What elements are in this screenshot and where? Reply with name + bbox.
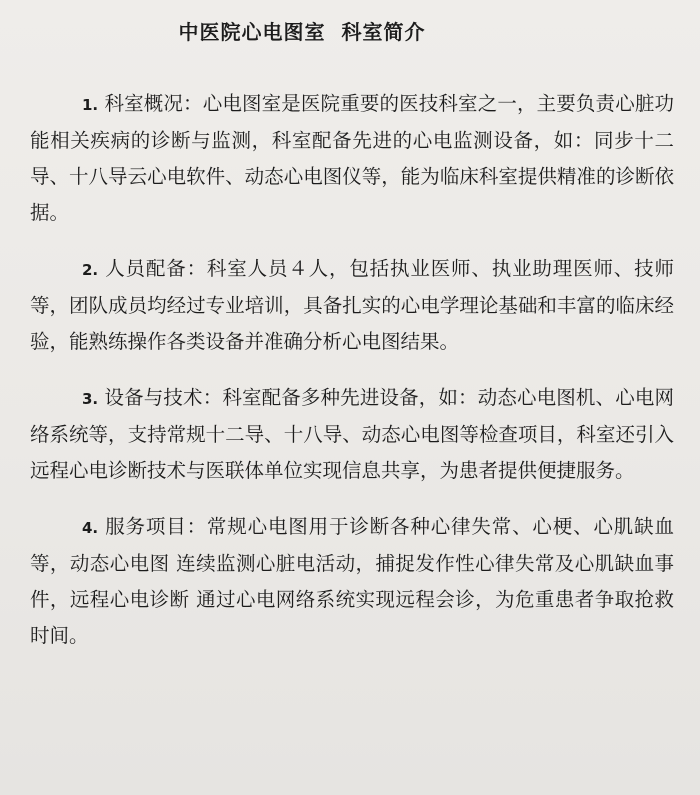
section-number: 3. xyxy=(82,390,99,408)
section-heading: 服务项目： xyxy=(105,515,207,538)
section-heading: 人员配备： xyxy=(105,257,207,280)
section-heading: 科室概况： xyxy=(104,92,203,115)
section-services xyxy=(30,509,674,654)
document-title: 中医院心电图室 科室简介 xyxy=(178,20,426,44)
section-body: 常规心电图用于诊断各种心律失常、心梗、心肌缺血等，动态心电图 连续监测心脏电活动，捕捉发作性心律失常及心肌缺血事件，远程心电诊断 通过心电网络系统实现远程会诊，为危重患者争取抢救时间。 xyxy=(30,515,674,647)
section-number: 1. xyxy=(82,96,99,114)
section-body: 科室人员４人，包括执业医师、执业助理医师、技师等，团队成员均经过专业培训，具备扎实的心电学理论基础和丰富的临床经验，能熟练操作各类设备并准确分析心电图结果。 xyxy=(30,257,674,353)
section-body: 科室配备多种先进设备，如：动态心电图机、心电网络系统等，支持常规十二导、十八导、动态心电图等检查项目，科室还引入远程心电诊断技术与医联体单位实现信息共享，为患者提供便捷服务。 xyxy=(30,386,674,482)
section-number: 4. xyxy=(82,519,99,537)
section-staffing xyxy=(30,251,674,360)
section-heading: 设备与技术： xyxy=(104,386,223,409)
section-equipment xyxy=(30,380,674,489)
section-overview xyxy=(30,86,674,231)
section-number: 2. xyxy=(82,261,99,279)
section-body: 心电图室是医院重要的医技科室之一，主要负责心脏功能相关疾病的诊断与监测，科室配备先进的心电监测设备，如：同步十二导、十八导云心电软件、动态心电图仪等，能为临床科室提供精准的诊断依据。 xyxy=(30,92,674,224)
